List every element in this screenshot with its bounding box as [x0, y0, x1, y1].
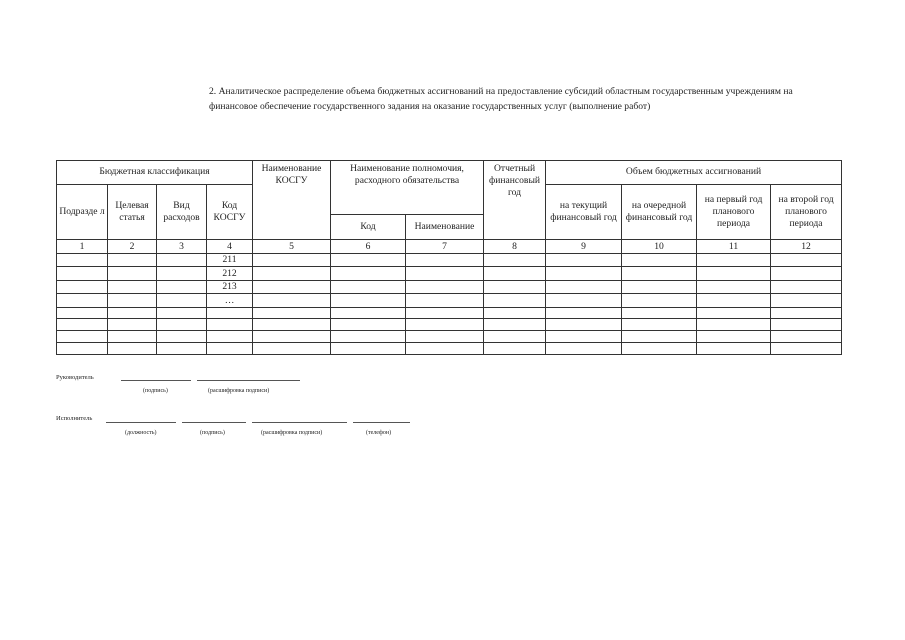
column-number: 5	[253, 240, 331, 254]
table-cell	[108, 280, 157, 294]
header-next-year: на очередной финансовый год	[622, 184, 697, 239]
table-cell	[406, 267, 484, 281]
table-cell	[57, 343, 108, 355]
table-cell	[484, 343, 546, 355]
table-cell	[406, 319, 484, 330]
table-cell	[331, 330, 406, 343]
header-kind: Вид расходов	[157, 184, 207, 239]
table-cell	[57, 267, 108, 281]
table-cell	[484, 280, 546, 294]
table-cell	[57, 253, 108, 267]
kosgu-code-cell	[207, 319, 253, 330]
header-name: Наименование	[406, 215, 484, 240]
table-cell	[253, 319, 331, 330]
table-cell	[771, 308, 842, 319]
header-budget-classification: Бюджетная классификация	[57, 161, 253, 185]
header-reporting-year: Отчетный финансовый год	[484, 161, 546, 240]
table-cell	[253, 308, 331, 319]
table-cell	[771, 280, 842, 294]
executor-label: Исполнитель	[56, 415, 93, 422]
table-cell	[546, 294, 622, 308]
table-cell	[108, 294, 157, 308]
table-cell	[697, 319, 771, 330]
table-cell	[546, 280, 622, 294]
table-cell	[546, 319, 622, 330]
table-cell	[771, 294, 842, 308]
header-plan-year-2: на второй год планового периода	[771, 184, 842, 239]
header-subdivision: Подразде л	[57, 184, 108, 239]
executor-caption-position: (должность)	[125, 430, 157, 436]
table-cell	[697, 267, 771, 281]
table-cell	[484, 319, 546, 330]
head-decipher-line	[197, 380, 300, 381]
table-cell	[253, 267, 331, 281]
table-cell	[546, 267, 622, 281]
table-cell	[57, 294, 108, 308]
table-cell	[406, 308, 484, 319]
table-cell	[697, 330, 771, 343]
table-cell	[697, 294, 771, 308]
table-cell	[697, 308, 771, 319]
executor-caption-signature: (подпись)	[200, 430, 225, 436]
table-cell	[57, 319, 108, 330]
table-cell	[771, 330, 842, 343]
table-cell	[331, 280, 406, 294]
column-number: 11	[697, 240, 771, 254]
table-cell	[622, 253, 697, 267]
column-numbers-row	[57, 240, 842, 254]
table-cell	[157, 294, 207, 308]
table-row	[57, 253, 842, 267]
kosgu-code-cell	[207, 343, 253, 355]
executor-decipher-line	[252, 422, 347, 423]
table-cell	[546, 253, 622, 267]
table-body	[57, 253, 842, 354]
table-cell	[484, 308, 546, 319]
column-number: 1	[57, 240, 108, 254]
column-number: 2	[108, 240, 157, 254]
table-cell	[57, 308, 108, 319]
executor-signature-line	[182, 422, 246, 423]
column-number: 3	[157, 240, 207, 254]
table-cell	[622, 267, 697, 281]
table-cell	[157, 308, 207, 319]
table-cell	[771, 267, 842, 281]
table-cell	[108, 253, 157, 267]
kosgu-code-cell: …	[207, 294, 253, 308]
table-cell	[771, 253, 842, 267]
column-number: 6	[331, 240, 406, 254]
table-cell	[331, 308, 406, 319]
header-target: Целевая статья	[108, 184, 157, 239]
column-number: 8	[484, 240, 546, 254]
table-cell	[546, 330, 622, 343]
table-cell	[108, 308, 157, 319]
table-cell	[253, 253, 331, 267]
budget-table	[56, 160, 842, 355]
table-cell	[108, 343, 157, 355]
table-cell	[331, 319, 406, 330]
table-cell	[622, 330, 697, 343]
head-caption-decipher: (расшифровка подписи)	[208, 388, 270, 394]
kosgu-code-cell	[207, 330, 253, 343]
head-label: Руководитель	[56, 374, 94, 381]
header-authority: Наименование полномочия, расходного обязательства	[331, 161, 484, 215]
table-cell	[157, 280, 207, 294]
column-number: 7	[406, 240, 484, 254]
table-cell	[484, 267, 546, 281]
executor-caption-decipher: (расшифровка подписи)	[261, 430, 323, 436]
table-cell	[622, 343, 697, 355]
header-code: Код	[331, 215, 406, 240]
table-row	[57, 280, 842, 294]
executor-phone-line	[353, 422, 410, 423]
table-cell	[406, 253, 484, 267]
table-cell	[771, 319, 842, 330]
table-cell	[406, 294, 484, 308]
head-caption-signature: (подпись)	[143, 388, 168, 394]
table-cell	[253, 294, 331, 308]
table-cell	[331, 253, 406, 267]
table-cell	[108, 319, 157, 330]
table-cell	[157, 330, 207, 343]
table-cell	[253, 280, 331, 294]
table-row	[57, 267, 842, 281]
table-cell	[331, 267, 406, 281]
table-cell	[546, 343, 622, 355]
header-current-year: на текущий финансовый год	[546, 184, 622, 239]
table-row	[57, 319, 842, 330]
table-cell	[546, 308, 622, 319]
table-cell	[622, 294, 697, 308]
column-number: 12	[771, 240, 842, 254]
table-cell	[157, 343, 207, 355]
header-plan-year-1: на первый год планового периода	[697, 184, 771, 239]
kosgu-code-cell: 211	[207, 253, 253, 267]
table-cell	[622, 280, 697, 294]
table-cell	[253, 330, 331, 343]
table-cell	[157, 319, 207, 330]
table-cell	[697, 343, 771, 355]
table-cell	[57, 280, 108, 294]
table-cell	[406, 343, 484, 355]
kosgu-code-cell	[207, 308, 253, 319]
form-title: 2. Аналитическое распределение объема бюджетных ассигнований на предоставление субсидий областным государственным учреждениям на финансовое обеспечение государственного задания на оказание государственных услуг (выполнение работ)	[209, 86, 793, 112]
table-cell	[331, 294, 406, 308]
table-cell	[331, 343, 406, 355]
column-number: 4	[207, 240, 253, 254]
kosgu-code-cell: 212	[207, 267, 253, 281]
table-cell	[697, 280, 771, 294]
column-number: 9	[546, 240, 622, 254]
table-cell	[57, 330, 108, 343]
header-kosgu-code: Код КОСГУ	[207, 184, 253, 239]
table-cell	[697, 253, 771, 267]
column-number: 10	[622, 240, 697, 254]
table-cell	[484, 294, 546, 308]
table-cell	[253, 343, 331, 355]
table-cell	[406, 280, 484, 294]
table-cell	[771, 343, 842, 355]
table-cell	[157, 267, 207, 281]
table-cell	[622, 319, 697, 330]
executor-position-line	[106, 422, 176, 423]
header-kosgu-name: Наименование КОСГУ	[253, 161, 331, 240]
table-row	[57, 308, 842, 319]
table-cell	[406, 330, 484, 343]
table-row	[57, 343, 842, 355]
header-allocations: Объем бюджетных ассигнований	[546, 161, 842, 185]
table-row	[57, 330, 842, 343]
table-cell	[108, 330, 157, 343]
table-cell	[108, 267, 157, 281]
head-signature-line	[121, 380, 191, 381]
table-cell	[622, 308, 697, 319]
table-row	[57, 294, 842, 308]
kosgu-code-cell: 213	[207, 280, 253, 294]
table-cell	[484, 330, 546, 343]
executor-caption-phone: (телефон)	[366, 430, 392, 436]
table-cell	[484, 253, 546, 267]
table-cell	[157, 253, 207, 267]
